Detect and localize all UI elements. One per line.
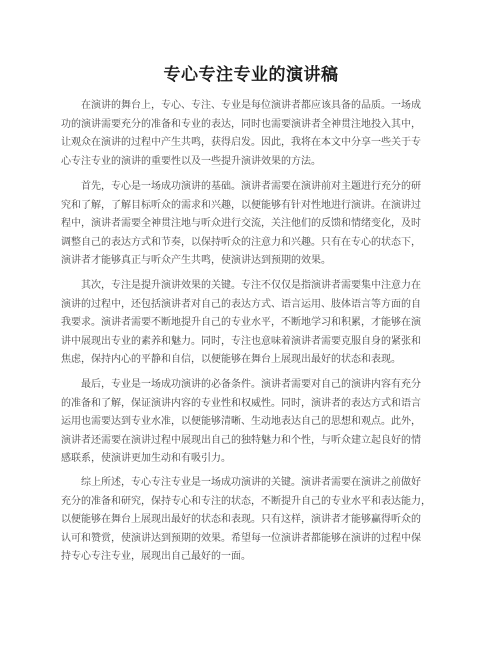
paragraph-line: 充分的准备和研究，保持专心和专注的状态，不断提升自己的专业水平和表达能力， bbox=[61, 495, 431, 507]
paragraph-line: 讲中展现出专业的素养和魅力。同时，专注也意味着演讲者需要克服自身的紧张和 bbox=[61, 335, 421, 347]
paragraph-line: 程中，演讲者需要全神贯注地与听众进行交流，关注他们的反馈和情绪变化，及时 bbox=[61, 218, 421, 229]
paragraph-line: 其次，专注是提升演讲效果的关键。专注不仅仅是指演讲者需要集中注意力在 bbox=[81, 280, 421, 291]
paragraph-line: 以便能够在舞台上展现出最好的状态和表现。只有这样，演讲者才能够赢得听众的 bbox=[61, 514, 421, 525]
document-title: 专心专注专业的演讲稿 bbox=[163, 65, 339, 85]
paragraph-line: 最后，专业是一场成功演讲的必备条件。演讲者需要对自己的演讲内容有充分 bbox=[81, 379, 421, 390]
paragraph-line: 认可和赞赏，使演讲达到预期的效果。希望每一位演讲者都能够在演讲的过程中保 bbox=[61, 532, 421, 544]
paragraph-line: 我要求。演讲者需要不断地提升自己的专业水平，不断地学习和积累，才能够在演 bbox=[61, 317, 421, 328]
paragraph-line: 运用也需要达到专业水准，以便能够清晰、生动地表达自己的思想和观点。此外， bbox=[61, 416, 421, 427]
paragraph-line: 演讲者才能够真正与听众产生共鸣，使演讲达到预期的效果。 bbox=[61, 255, 331, 266]
paragraph-line: 演讲的过程中，还包括演讲者对自己的表达方式、语言运用、肢体语言等方面的自 bbox=[61, 298, 421, 310]
paragraph-line: 演讲者还需要在演讲过程中展现出自己的独特魅力和个性，与听众建立起良好的情 bbox=[61, 434, 421, 446]
paragraph-line: 调整自己的表达方式和节奏，以保持听众的注意力和兴趣。只有在专心的状态下， bbox=[61, 236, 421, 248]
paragraph-line: 首先，专心是一场成功演讲的基础。演讲者需要在演讲前对主题进行充分的研 bbox=[81, 181, 421, 192]
paragraph-1 bbox=[61, 97, 442, 171]
paragraph-line: 功的演讲需要充分的准备和专业的表达，同时也需要演讲者全神贯注地投入其中， bbox=[61, 118, 421, 130]
paragraph-2 bbox=[61, 178, 442, 271]
paragraph-line: 让观众在演讲的过程中产生共鸣，获得启发。因此，我将在本文中分享一些关于专 bbox=[61, 137, 421, 148]
paragraph-line: 持专心专注专业，展现出自己最好的一面。 bbox=[61, 551, 251, 562]
paragraph-line: 心专注专业的演讲的重要性以及一些提升演讲效果的方法。 bbox=[61, 155, 321, 167]
paragraph-3 bbox=[61, 277, 442, 370]
paragraph-line: 焦虑，保持内心的平静和自信，以便能够在舞台上展现出最好的状态和表现。 bbox=[61, 354, 401, 365]
paragraph-line: 的准备和了解，保证演讲内容的专业性和权威性。同时，演讲者的表达方式和语言 bbox=[61, 397, 421, 409]
paragraph-line: 综上所述，专心专注专业是一场成功演讲的关键。演讲者需要在演讲之前做好 bbox=[81, 477, 421, 488]
paragraph-line: 究和了解，了解目标听众的需求和兴趣，以便能够有针对性地进行演讲。在演讲过 bbox=[61, 199, 421, 211]
paragraph-line: 感联系，使演讲更加生动和有吸引力。 bbox=[61, 453, 231, 464]
paragraph-4 bbox=[61, 376, 442, 469]
paragraph-line: 在演讲的舞台上，专心、专注、专业是每位演讲者都应该具备的品质。一场成 bbox=[81, 100, 421, 111]
paragraph-5 bbox=[61, 474, 442, 567]
